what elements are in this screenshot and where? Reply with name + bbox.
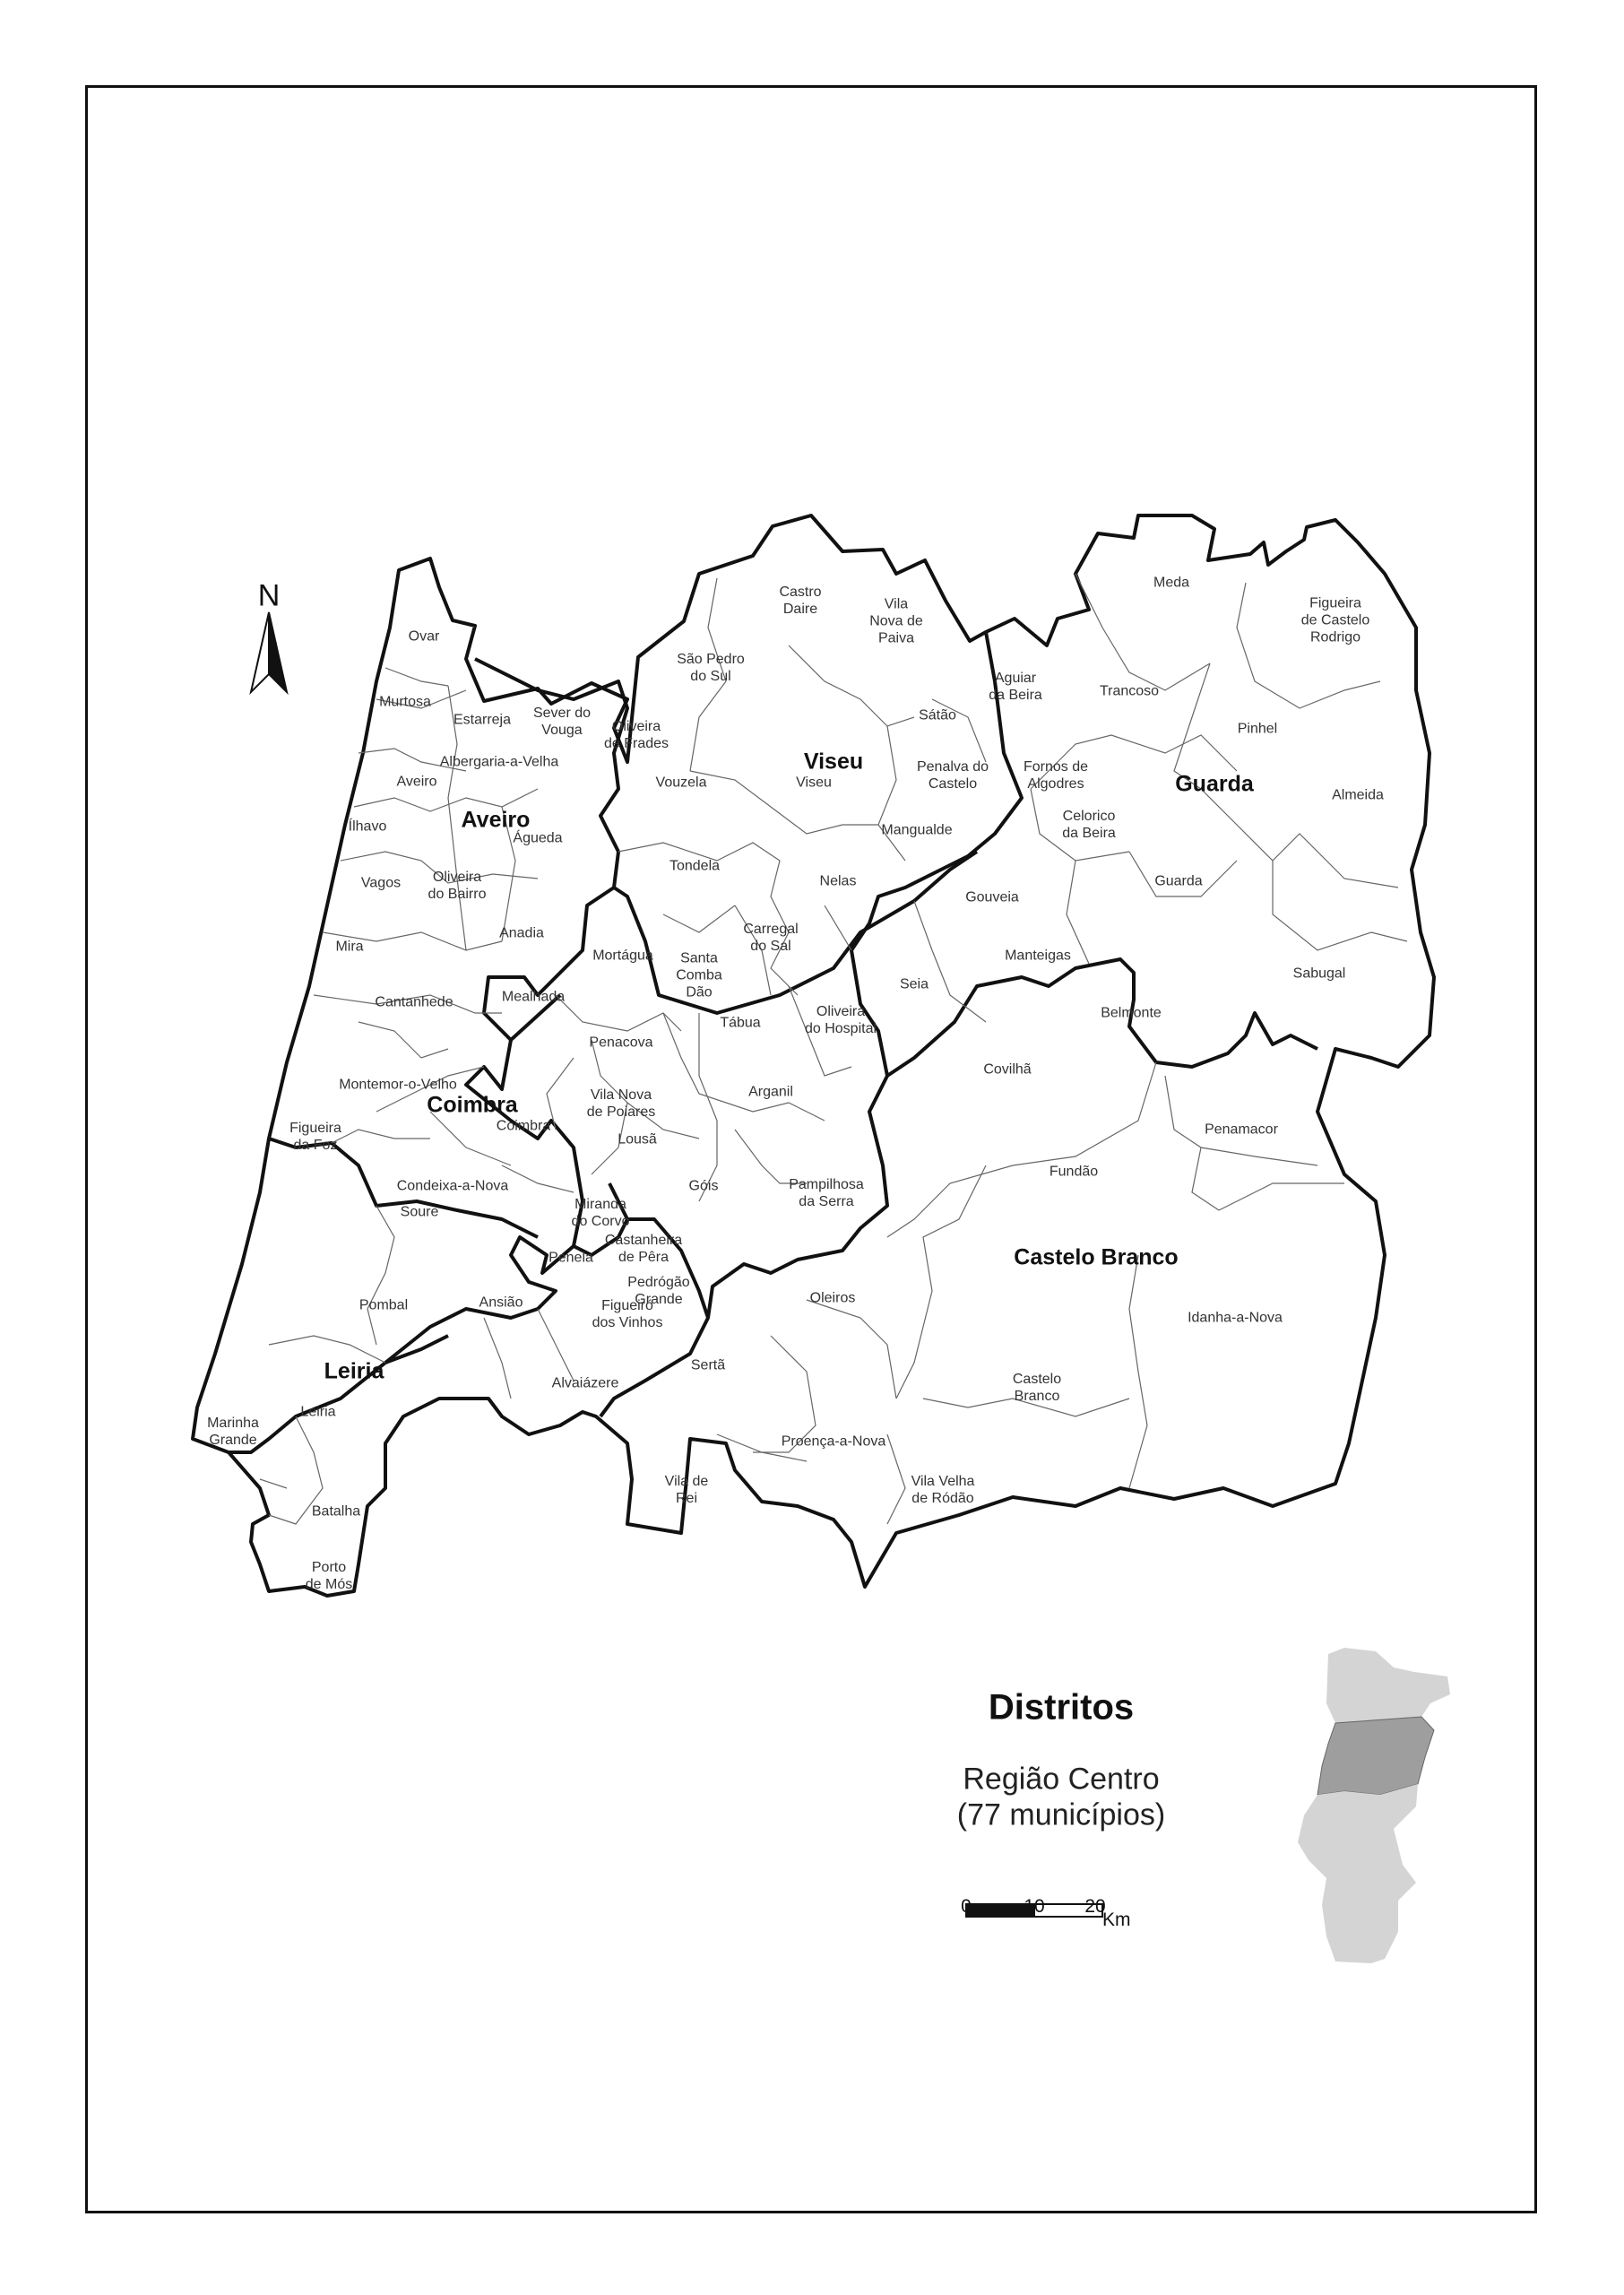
- municipality-label: Seia: [899, 976, 929, 992]
- municipality-label: Góis: [688, 1178, 719, 1194]
- locator-south: [1298, 1784, 1418, 1963]
- municipality-label: Estarreja: [453, 712, 512, 728]
- municipality-label: Sertã: [690, 1357, 726, 1373]
- municipality-label: Fundão: [1049, 1164, 1099, 1180]
- municipality-label: Oleiros: [809, 1290, 856, 1306]
- municipality-label: Ansião: [479, 1295, 523, 1311]
- locator-centro: [1317, 1717, 1434, 1795]
- municipality-label: Sever do Vouga: [532, 706, 592, 738]
- municipality-label: Albergaria-a-Velha: [439, 754, 559, 770]
- district-label: Coimbra: [427, 1092, 518, 1118]
- municipality-label: Mira: [335, 939, 364, 955]
- municipality-label: Coimbra: [496, 1118, 551, 1134]
- municipality-label: Mortágua: [592, 948, 653, 964]
- municipality-label: Santa Comba Dão: [676, 950, 722, 1000]
- municipality-label: Proença-a-Nova: [781, 1433, 886, 1450]
- municipality-label: Fornos de Algodres: [1023, 759, 1089, 792]
- municipality-label: Aveiro: [396, 774, 437, 790]
- municipality-label: Guarda: [1154, 873, 1203, 889]
- municipality-label: Castanheira de Pêra: [604, 1233, 683, 1265]
- scale-tick-10: 10: [1024, 1896, 1045, 1917]
- portugal-locator-map: [1298, 1648, 1450, 1963]
- municipality-label: Viseu: [796, 775, 832, 791]
- municipality-label: Vila Nova de Paiva: [869, 596, 923, 646]
- map-subtitle-region: Região Centro: [963, 1762, 1160, 1797]
- municipality-label: Pampilhosa da Serra: [789, 1177, 864, 1209]
- district-label: Viseu: [803, 749, 864, 775]
- municipality-label: Aguiar da Beira: [989, 671, 1042, 703]
- locator-north: [1326, 1648, 1450, 1723]
- map-subtitle-count: (77 municípios): [956, 1797, 1166, 1832]
- municipality-label: Vila Velha de Ródão: [911, 1474, 975, 1506]
- municipality-label: Marinha Grande: [207, 1416, 259, 1448]
- municipality-label: Figueiró dos Vinhos: [592, 1298, 663, 1330]
- district-label: Leiria: [324, 1358, 384, 1384]
- municipality-label: Carregal do Sal: [743, 922, 799, 954]
- municipality-label: Anadia: [499, 925, 544, 941]
- municipality-label: Vouzela: [655, 775, 707, 791]
- municipality-label: Leiria: [300, 1404, 336, 1420]
- municipality-label: Vagos: [360, 875, 402, 891]
- municipality-label: Gouveia: [965, 889, 1019, 905]
- municipality-label: Castelo Branco: [1012, 1372, 1062, 1404]
- municipality-label: Trancoso: [1099, 683, 1160, 699]
- municipality-label: Figueira de Castelo Rodrigo: [1300, 595, 1370, 645]
- municipality-label: Murtosa: [379, 694, 431, 710]
- map-title: Distritos: [988, 1687, 1135, 1728]
- municipality-label: São Pedro do Sul: [677, 652, 745, 684]
- municipality-label: Idanha-a-Nova: [1188, 1310, 1283, 1326]
- municipality-label: Nelas: [819, 873, 857, 889]
- municipality-label: Alvaiázere: [551, 1375, 619, 1391]
- municipality-label: Vila Nova de Poiares: [586, 1087, 656, 1120]
- district-label: Castelo Branco: [1014, 1244, 1179, 1270]
- municipality-label: Cantanhede: [375, 994, 454, 1010]
- municipality-label: Manteigas: [1005, 948, 1071, 964]
- municipality-label: Vila de Rei: [664, 1474, 709, 1506]
- municipality-label: Penamacor: [1205, 1122, 1278, 1138]
- district-label: Guarda: [1175, 771, 1254, 797]
- scale-tick-0: 0: [961, 1896, 972, 1917]
- municipality-label: Batalha: [311, 1503, 361, 1520]
- municipality-label: Oliveira do Hospital: [804, 1004, 877, 1036]
- north-label: N: [257, 578, 281, 613]
- scale-tick-20: 20: [1084, 1896, 1106, 1917]
- municipality-boundaries: [257, 574, 1407, 1524]
- municipality-label: Tábua: [720, 1015, 761, 1031]
- municipality-label: Celorico da Beira: [1062, 809, 1116, 841]
- municipality-label: Águeda: [513, 830, 563, 846]
- district-label: Aveiro: [461, 807, 531, 833]
- municipality-label: Arganil: [748, 1084, 793, 1100]
- municipality-label: Pombal: [358, 1297, 409, 1313]
- municipality-label: Soure: [400, 1204, 439, 1220]
- municipality-label: Oliveira do Bairro: [428, 870, 487, 902]
- municipality-label: Belmonte: [1101, 1005, 1162, 1021]
- municipality-label: Porto de Mós: [305, 1560, 353, 1592]
- municipality-label: Oliveira de Frades: [603, 719, 669, 751]
- municipality-label: Pinhel: [1237, 721, 1278, 737]
- municipality-label: Condeixa-a-Nova: [396, 1178, 509, 1194]
- municipality-label: Ovar: [408, 628, 440, 645]
- district-boundaries: [229, 632, 1317, 1452]
- municipality-label: Mealhada: [501, 989, 566, 1005]
- municipality-label: Covilhã: [983, 1061, 1032, 1078]
- municipality-label: Tondela: [669, 858, 721, 874]
- municipality-label: Miranda do Corvo: [571, 1197, 630, 1229]
- municipality-label: Penacova: [589, 1035, 653, 1051]
- municipality-label: Almeida: [1332, 787, 1384, 803]
- municipality-label: Pedrógão Grande: [627, 1275, 690, 1307]
- municipality-label: Sátão: [919, 707, 956, 723]
- scale-unit: Km: [1102, 1910, 1131, 1930]
- municipality-label: Lousã: [618, 1131, 657, 1148]
- municipality-label: Mangualde: [881, 822, 953, 838]
- municipality-label: Montemor-o-Velho: [339, 1077, 457, 1093]
- municipality-label: Penalva do Castelo: [916, 759, 989, 792]
- north-arrow-icon: [251, 612, 287, 692]
- municipality-label: Figueira da Foz: [289, 1121, 341, 1153]
- municipality-label: Sabugal: [1292, 966, 1346, 982]
- municipality-label: Penela: [549, 1250, 593, 1266]
- municipality-label: Ílhavo: [348, 818, 387, 835]
- municipality-label: Castro Daire: [779, 585, 822, 617]
- municipality-label: Meda: [1153, 575, 1190, 591]
